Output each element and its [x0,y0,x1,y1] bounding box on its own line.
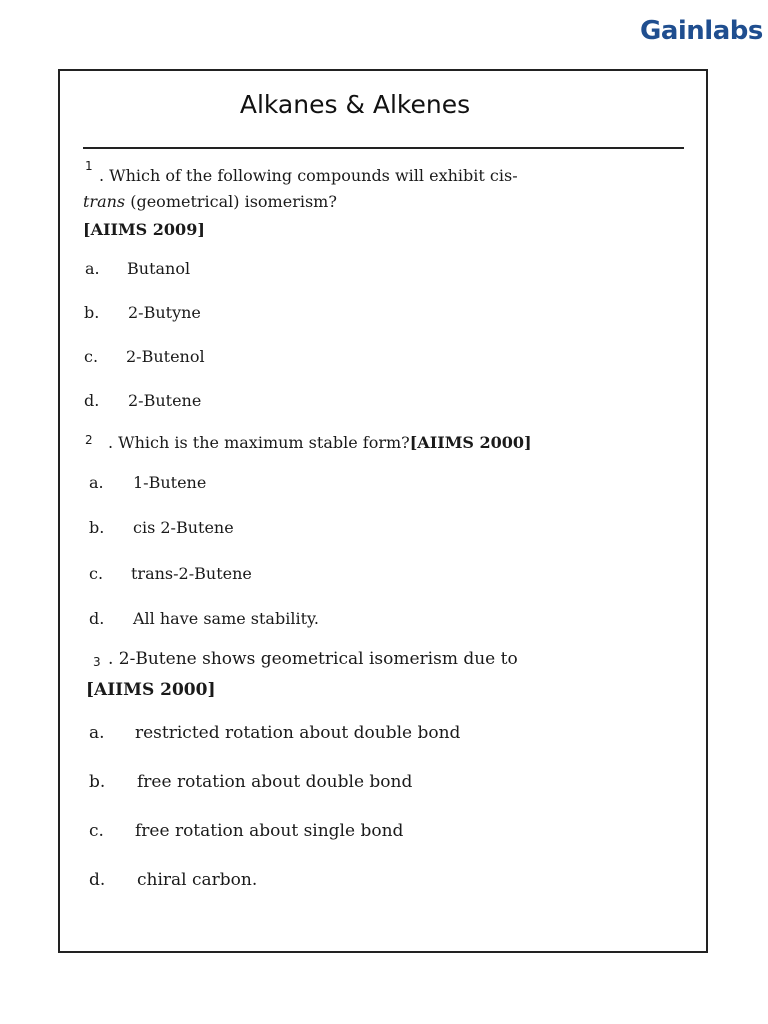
question-text-continued [83,192,337,212]
question-number: 1 [85,159,93,173]
option-text: 2-Butene [128,391,202,410]
question-text [108,433,532,453]
option-text: trans-2-Butene [131,564,252,583]
option-letter: a. [89,473,104,492]
question-source: [AIIMS 2009] [83,220,205,239]
page-title: Alkanes & Alkenes [239,90,471,119]
option-letter: c. [84,347,99,366]
option-letter: d. [89,870,106,890]
option-text: restricted rotation about double bond [135,723,461,743]
option-letter: b. [84,303,100,322]
option-letter: b. [89,518,105,537]
question-text: . 2-Butene shows geometrical isomerism due to [108,649,518,669]
question-italic-term: trans [83,192,126,211]
option-text: cis 2-Butene [133,518,234,537]
gainlabs-logo [640,16,763,46]
option-text: 1-Butene [133,473,207,492]
option-text: chiral carbon. [137,870,258,890]
logo-text: ainlabs [660,16,763,46]
option-text: Butanol [127,259,191,278]
option-text: free rotation about single bond [135,821,404,841]
question-number: 2 [85,433,93,447]
question-text: . Which of the following compounds will exhibit cis- [99,166,518,185]
question-source: [AIIMS 2000] [86,680,216,700]
option-text: 2-Butenol [126,347,205,366]
option-text: 2-Butyne [128,303,201,322]
title-divider [83,147,684,149]
option-text: free rotation about double bond [137,772,413,792]
option-letter: c. [89,564,104,583]
option-letter: a. [85,259,100,278]
option-letter: d. [89,609,105,628]
question-text-main: . Which is the maximum stable form? [108,433,410,452]
option-letter: a. [89,723,105,743]
option-letter: c. [89,821,104,841]
option-letter: b. [89,772,106,792]
question-source: [AIIMS 2000] [409,433,532,452]
question-number: 3 [93,655,101,669]
option-text: All have same stability. [133,609,319,628]
option-letter: d. [84,391,100,410]
logo-g-mark: G [640,16,661,46]
question-text-rest: (geometrical) isomerism? [125,192,337,211]
